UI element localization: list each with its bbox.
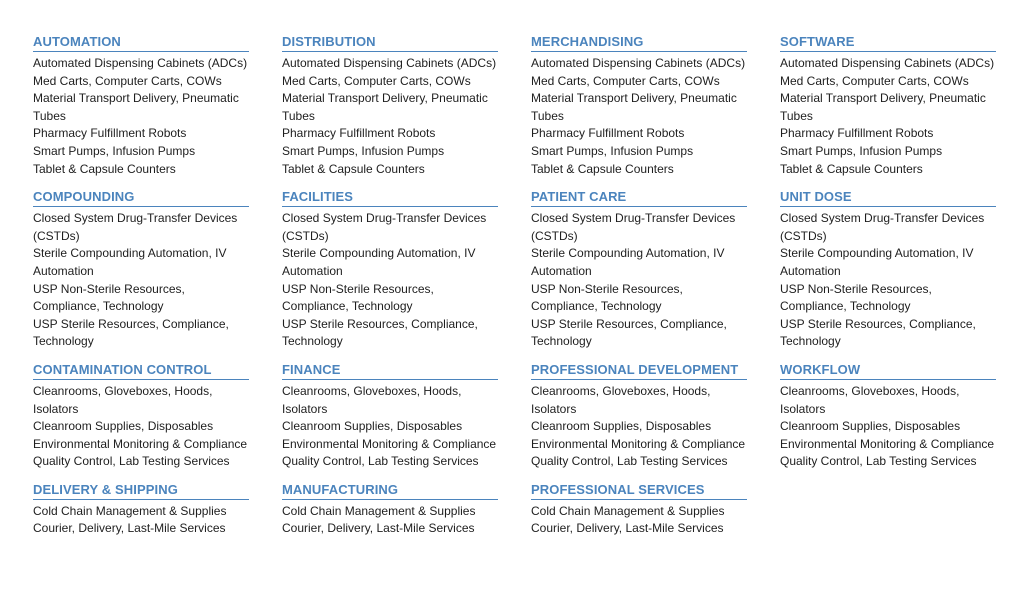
category-section-automation bbox=[33, 34, 249, 178]
subcategory-link[interactable]: Smart Pumps, Infusion Pumps bbox=[531, 143, 694, 158]
section-heading[interactable]: WORKFLOW bbox=[780, 362, 996, 380]
subcategory-link[interactable]: Quality Control, Lab Testing Services bbox=[33, 454, 230, 469]
subcategory-link[interactable]: Pharmacy Fulfillment Robots bbox=[282, 126, 436, 141]
subcategory-link[interactable]: Courier, Delivery, Last-Mile Services bbox=[33, 521, 226, 536]
subcategory-link[interactable]: Cleanrooms, Gloveboxes, Hoods, Isolators bbox=[33, 383, 213, 416]
subcategory-list bbox=[780, 55, 996, 178]
subcategory-link[interactable]: Material Transport Delivery, Pneumatic Tubes bbox=[531, 91, 737, 123]
subcategory-list bbox=[33, 503, 249, 538]
subcategory-link[interactable]: Automated Dispensing Cabinets (ADCs) bbox=[531, 56, 746, 70]
subcategory-link[interactable]: Tablet & Capsule Counters bbox=[282, 161, 425, 176]
category-section-merchandising bbox=[531, 34, 747, 178]
section-heading[interactable]: FINANCE bbox=[282, 362, 498, 380]
subcategory-link[interactable]: Closed System Drug-Transfer Devices (CSTDs) bbox=[282, 211, 487, 243]
category-section-professional-services bbox=[531, 482, 747, 538]
subcategory-link[interactable]: Smart Pumps, Infusion Pumps bbox=[282, 143, 445, 158]
subcategory-link[interactable]: Sterile Compounding Automation, IV Automation bbox=[531, 246, 725, 278]
category-section-delivery-shipping bbox=[33, 482, 249, 538]
subcategory-link[interactable]: USP Sterile Resources, Compliance, Technology bbox=[531, 316, 727, 349]
subcategory-link[interactable]: Med Carts, Computer Carts, COWs bbox=[282, 73, 471, 88]
category-column-4 bbox=[780, 34, 996, 482]
subcategory-link[interactable]: Sterile Compounding Automation, IV Automation bbox=[282, 246, 476, 278]
category-column-1 bbox=[33, 34, 249, 549]
section-heading[interactable]: AUTOMATION bbox=[33, 34, 249, 52]
category-section-patient-care bbox=[531, 189, 747, 351]
subcategory-link[interactable]: Tablet & Capsule Counters bbox=[33, 161, 176, 176]
section-heading[interactable]: DISTRIBUTION bbox=[282, 34, 498, 52]
section-heading[interactable]: COMPOUNDING bbox=[33, 189, 249, 207]
subcategory-link[interactable]: Closed System Drug-Transfer Devices (CSTDs) bbox=[531, 211, 736, 243]
subcategory-link[interactable]: Environmental Monitoring & Compliance bbox=[282, 436, 497, 451]
subcategory-link[interactable]: Cold Chain Management & Supplies bbox=[531, 503, 725, 518]
subcategory-link[interactable]: Material Transport Delivery, Pneumatic Tubes bbox=[33, 91, 239, 123]
subcategory-link[interactable]: Cleanroom Supplies, Disposables bbox=[780, 419, 961, 434]
subcategory-list bbox=[531, 210, 747, 351]
category-section-compounding bbox=[33, 189, 249, 351]
subcategory-link[interactable]: USP Sterile Resources, Compliance, Technology bbox=[282, 316, 478, 349]
subcategory-link[interactable]: Automated Dispensing Cabinets (ADCs) bbox=[33, 56, 248, 70]
subcategory-link[interactable]: Cleanroom Supplies, Disposables bbox=[33, 419, 214, 434]
subcategory-link[interactable]: USP Non-Sterile Resources, Compliance, Technology bbox=[780, 281, 932, 314]
section-heading[interactable]: MANUFACTURING bbox=[282, 482, 498, 500]
category-section-distribution bbox=[282, 34, 498, 178]
subcategory-link[interactable]: Courier, Delivery, Last-Mile Services bbox=[531, 521, 724, 536]
subcategory-link[interactable]: USP Sterile Resources, Compliance, Technology bbox=[33, 316, 229, 349]
subcategory-list bbox=[531, 383, 747, 471]
subcategory-link[interactable]: Cleanroom Supplies, Disposables bbox=[531, 419, 712, 434]
subcategory-link[interactable]: Tablet & Capsule Counters bbox=[780, 161, 923, 176]
section-heading[interactable]: MERCHANDISING bbox=[531, 34, 747, 52]
subcategory-list bbox=[780, 210, 996, 351]
subcategory-link[interactable]: Pharmacy Fulfillment Robots bbox=[531, 126, 685, 141]
category-section-facilities bbox=[282, 189, 498, 351]
subcategory-link[interactable]: Med Carts, Computer Carts, COWs bbox=[780, 73, 969, 88]
subcategory-link[interactable]: Med Carts, Computer Carts, COWs bbox=[33, 73, 222, 88]
subcategory-list bbox=[531, 55, 747, 178]
subcategory-link[interactable]: Environmental Monitoring & Compliance bbox=[780, 436, 995, 451]
category-section-contamination-control bbox=[33, 362, 249, 471]
section-heading[interactable]: FACILITIES bbox=[282, 189, 498, 207]
subcategory-link[interactable]: Pharmacy Fulfillment Robots bbox=[33, 126, 187, 141]
subcategory-link[interactable]: Smart Pumps, Infusion Pumps bbox=[780, 143, 943, 158]
subcategory-link[interactable]: Smart Pumps, Infusion Pumps bbox=[33, 143, 196, 158]
subcategory-link[interactable]: Environmental Monitoring & Compliance bbox=[33, 436, 248, 451]
subcategory-link[interactable]: Automated Dispensing Cabinets (ADCs) bbox=[282, 56, 497, 70]
subcategory-link[interactable]: USP Sterile Resources, Compliance, Technology bbox=[780, 316, 976, 349]
subcategory-link[interactable]: Material Transport Delivery, Pneumatic Tubes bbox=[282, 91, 488, 123]
subcategory-link[interactable]: Quality Control, Lab Testing Services bbox=[282, 454, 479, 469]
subcategory-list bbox=[282, 210, 498, 351]
subcategory-list bbox=[282, 503, 498, 538]
subcategory-link[interactable]: Cold Chain Management & Supplies bbox=[282, 503, 476, 518]
section-heading[interactable]: PROFESSIONAL SERVICES bbox=[531, 482, 747, 500]
subcategory-link[interactable]: Quality Control, Lab Testing Services bbox=[780, 454, 977, 469]
subcategory-link[interactable]: Sterile Compounding Automation, IV Automation bbox=[33, 246, 227, 278]
subcategory-link[interactable]: Closed System Drug-Transfer Devices (CSTDs) bbox=[780, 211, 985, 243]
subcategory-link[interactable]: Cleanrooms, Gloveboxes, Hoods, Isolators bbox=[282, 383, 462, 416]
category-section-software bbox=[780, 34, 996, 178]
subcategory-link[interactable]: Cold Chain Management & Supplies bbox=[33, 503, 227, 518]
subcategory-link[interactable]: Automated Dispensing Cabinets (ADCs) bbox=[780, 56, 995, 70]
subcategory-list bbox=[780, 383, 996, 471]
subcategory-list bbox=[531, 503, 747, 538]
subcategory-list bbox=[33, 210, 249, 351]
subcategory-link[interactable]: Courier, Delivery, Last-Mile Services bbox=[282, 521, 475, 536]
section-heading[interactable]: CONTAMINATION CONTROL bbox=[33, 362, 249, 380]
category-section-finance bbox=[282, 362, 498, 471]
subcategory-link[interactable]: Quality Control, Lab Testing Services bbox=[531, 454, 728, 469]
subcategory-list bbox=[282, 383, 498, 471]
category-section-unit-dose bbox=[780, 189, 996, 351]
subcategory-link[interactable]: Closed System Drug-Transfer Devices (CSTDs) bbox=[33, 211, 238, 243]
subcategory-link[interactable]: Cleanroom Supplies, Disposables bbox=[282, 419, 463, 434]
subcategory-link[interactable]: Cleanrooms, Gloveboxes, Hoods, Isolators bbox=[780, 383, 960, 416]
section-heading[interactable]: DELIVERY & SHIPPING bbox=[33, 482, 249, 500]
section-heading[interactable]: SOFTWARE bbox=[780, 34, 996, 52]
subcategory-link[interactable]: Material Transport Delivery, Pneumatic Tubes bbox=[780, 91, 986, 123]
category-section-manufacturing bbox=[282, 482, 498, 538]
category-column-2 bbox=[282, 34, 498, 549]
section-heading[interactable]: PROFESSIONAL DEVELOPMENT bbox=[531, 362, 747, 380]
subcategory-list bbox=[33, 383, 249, 471]
subcategory-link[interactable]: USP Non-Sterile Resources, Compliance, Technology bbox=[282, 281, 434, 314]
subcategory-link[interactable]: USP Non-Sterile Resources, Compliance, Technology bbox=[33, 281, 185, 314]
category-column-3 bbox=[531, 34, 747, 549]
category-section-professional-development bbox=[531, 362, 747, 471]
section-heading[interactable]: UNIT DOSE bbox=[780, 189, 996, 207]
subcategory-link[interactable]: Med Carts, Computer Carts, COWs bbox=[531, 73, 720, 88]
subcategory-link[interactable]: Tablet & Capsule Counters bbox=[531, 161, 674, 176]
subcategory-link[interactable]: USP Non-Sterile Resources, Compliance, Technology bbox=[531, 281, 683, 314]
subcategory-link[interactable]: Pharmacy Fulfillment Robots bbox=[780, 126, 934, 141]
subcategory-link[interactable]: Cleanrooms, Gloveboxes, Hoods, Isolators bbox=[531, 383, 711, 416]
subcategory-list bbox=[33, 55, 249, 178]
subcategory-list bbox=[282, 55, 498, 178]
subcategory-link[interactable]: Environmental Monitoring & Compliance bbox=[531, 436, 746, 451]
subcategory-link[interactable]: Sterile Compounding Automation, IV Automation bbox=[780, 246, 974, 278]
category-section-workflow bbox=[780, 362, 996, 471]
section-heading[interactable]: PATIENT CARE bbox=[531, 189, 747, 207]
